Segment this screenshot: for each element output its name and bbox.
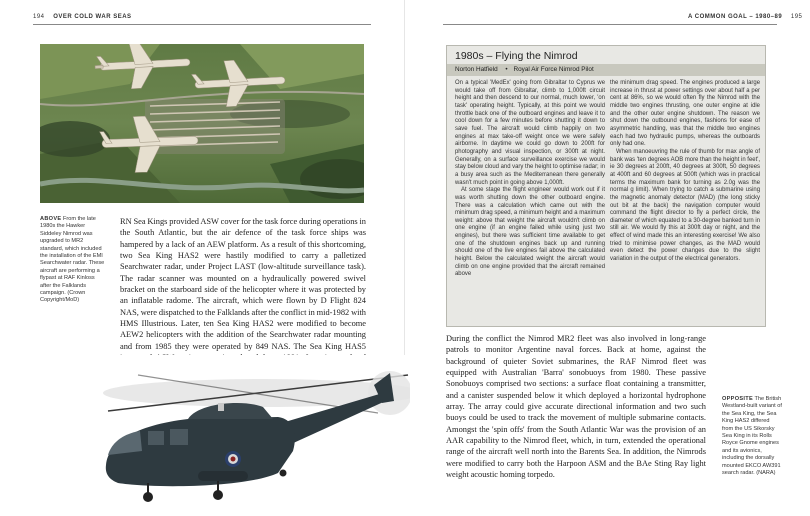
left-page-number: 194 [33,14,45,20]
sidebar-column-1 [455,80,605,279]
sidebar-separator: • [505,66,508,73]
sea-king-photo [78,355,410,516]
sea-king-image [78,355,410,516]
sea-king-caption-text: The British Westland-built variant of the Sea King, the Sea King HAS2 differed from the US Sikorsky Sea King in its Rolls Royce Gnome engines and its avionics, including the dorsally mounted EKCO AW391 search radar. (NARA) [722,396,782,477]
right-page-number: 195 [790,14,803,20]
sidebar-role: Royal Air Force Nimrod Pilot [513,66,594,73]
nimrod-flypast-photo [40,44,364,203]
sea-king-photo-caption [722,396,782,477]
sidebar-col2-para-1: the minimum drag speed. The engines produced a large increase in thrust at power settings over about half a per cent at 86%, so we would often fly the Nimrod with the middle two engines thrusting, one outer engine at idle and the other outer engine shutdown. The reason we shut down the outbound engines, fashions for ease of asymmetric handling, was that the middle two engines each had two hydraulic pumps, whereas the outboards only had one. [610,80,760,148]
left-body-text: RN Sea Kings provided ASW cover for the task force during operations in the South Atlantic, but the air defence of the task force ships was hampered by a lack of an AEW platform. As a result of this shortcoming, two Sea King HAS2 were hastily modified to carry a palletized Searchwater radar, under Project LAST (low-altitude surveillance task). The radar scanner was mounted on a hydraulically powered swivel bracket on the starboard side of the helicopter where it was protected by an inflatable radome. The aircraft, which were flown by D Flight 824 NAS, were dispatched to the Falklands after the conflict in mid-1982 with HMS Illustrious. Later, ten Sea King HAS2 were modified to become AEW2 helicopters with the addition of the Searchwater radar mounting and from 1985 they were operated by 849 NAS. The Sea King HAS5 [120,217,366,351]
left-header-rule [33,24,371,25]
nimrod-caption-label: ABOVE [40,216,62,222]
left-running-head [33,14,132,20]
nimrod-caption-text: From the late 1980s the Hawker Siddeley Nimrod was upgraded to MR2 standard, which included the installation of the EMI Searchwater radar. These aircraft are performing a flypast at RAF Kinloss after the Falklands campaign. (Crown Copyright/MoD) [40,216,105,304]
nimrod-sidebar-box [446,45,766,327]
sidebar-column-2 [610,80,760,264]
sidebar-title: 1980s – Flying the Nimrod [455,50,578,62]
sidebar-col1-para-2: At some stage the flight engineer would work out if it was worth shutting down the other outboard engine. There was a calculation which came out with the minimum drag speed, a minimum height and a maximum weight: above that weight the aircraft wouldn't climb on one engine (if an engine failed while using just two engines), but there was sufficient time available to get one of the shutdown engines back up and running should one of the live engines fail above the calculated height. Below the calculated weight the aircraft would climb on one engine provided that the aircraft remained above [455,187,605,278]
sea-king-caption-label: OPPOSITE [722,396,753,402]
nimrod-flypast-image [40,44,364,203]
right-running-head [688,14,802,20]
right-header-rule [443,24,777,25]
right-running-title: A COMMON GOAL – 1980–89 [688,14,783,20]
sidebar-author: Norton Hatfield [455,66,498,73]
nimrod-photo-caption [40,216,105,305]
sidebar-col2-para-2: When manoeuvring the rule of thumb for max angle of bank was 'ten degrees AOB more than the height in feet', ie 30 degrees at 200ft, 40 degrees at 300ft, 50 degrees at 400ft and 60 degrees at 500ft (which was in practical terms the maximum bank for turning as 2.0g was the normal g limit). When trying to catch a submarine using the magnetic anomaly detector (MAD) (the long sticky out bit at the back) the navigation computer would command the flight director to fly a perfect circle, the diameter of which equated to a 30-degree banked turn in still air. We would fly this at 300ft day or night, and the effect of wind made this an interesting exercise! We also tried to minimise power changes, as the MAD would even detect the power changes due to the slight variation in the output of the electrical generators. [610,148,760,263]
right-body-text: During the conflict the Nimrod MR2 fleet was also involved in long-range patrols to monitor Argentine naval forces. Back at home, against the background of quieter Soviet submarines, the RAF Nimrod fleet was equipped with Australian 'Barra' sonobuoys from 1980. These passive Sonobuoys comprised two sections: a surface float containing a transmitter, and a canister suspended below it which deployed a horizontal hydrophone array. The array could give accurate directional information and two such buoys could be used to track the movement of multiple submarine contacts. Amongst the 'spin offs' from the South Atlantic War was the provision of an AAR capability to the Nimrod fleet, which, in turn, extended the operational range of the aircraft well north into the Barents Sea. In addition, the Nimrods were modified to carry both the Harpoon ASM and the BAe Sting Ray light weight acoustic homing torpedo. [446,334,706,480]
left-running-title: OVER COLD WAR SEAS [53,14,132,20]
sidebar-col1-para-1: On a typical 'MedEx' going from Gibraltar to Cyprus we would take off from Gibraltar, climb to 1,000ft circuit height and then descend to our normal, much lower, 'on task' operating height. Typically, at this point we would throttle back one of the outboard engines and leave it to cool down for a few minutes before shutting it down to save fuel. The aircraft would climb happily on two engines at max take-off weight once we were safely airborne. In daytime we could go down to 200ft for photography and visual inspection, or 300ft at night. Generally, on a surface surveillance exercise we would stay below cloud and vary the height to optimise radar; in a busy area such as the Mediterranean there generally wasn't much point in going above 1,000ft. [455,80,605,186]
sidebar-byline [447,64,765,76]
